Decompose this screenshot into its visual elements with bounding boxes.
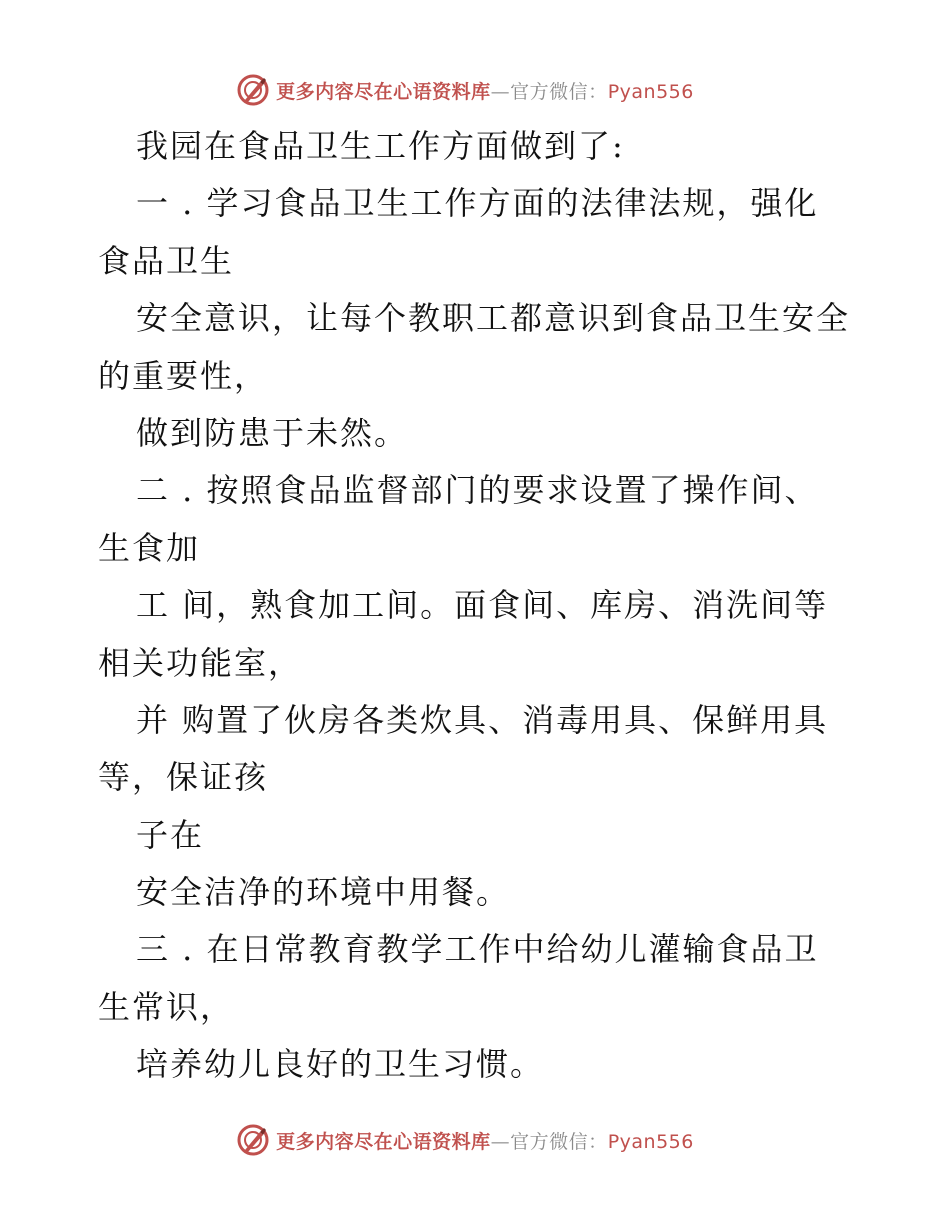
document-line: 等，保证孩 [98,758,269,797]
banner-brand: 更多内容尽在心语资料库 [276,80,491,103]
document-body [98,118,858,1094]
banner-dash: — [490,1130,511,1153]
document-line: 生食加 [98,528,201,567]
banner-wechat-id: Pyan556 [607,1130,694,1153]
document-line: 我园在食品卫生工作方面做到了: [136,127,625,165]
document-line: 子在 [136,815,205,854]
header-banner [0,68,950,112]
document-line: 安全意识，让每个教职工都意识到食品卫生安全 [136,299,851,338]
document-line: 生常识， [98,987,235,1026]
banner-wechat-id: Pyan556 [607,80,694,103]
document-line: 培养幼儿良好的卫生习惯。 [136,1045,545,1084]
pen-logo-icon [236,73,270,107]
pen-logo-icon [236,1123,270,1157]
document-line: 工 间，熟食加工间。面食间、库房、消洗间等 [136,586,829,625]
document-line: 一 . 学习食品卫生工作方面的法律法规，强化 [136,184,819,223]
document-line: 安全洁净的环境中用餐。 [136,873,511,912]
header-banner-text [276,77,694,104]
footer-banner-text [276,1127,694,1154]
document-line: 做到防患于未然。 [136,413,409,452]
document-line: 食品卫生 [98,241,235,280]
footer-banner [0,1118,950,1162]
header-banner-content [236,73,694,107]
banner-official-label: 官方微信： [510,1130,608,1153]
banner-official-label: 官方微信： [510,80,608,103]
banner-dash: — [490,80,511,103]
footer-banner-content [236,1123,694,1157]
document-line: 的重要性， [98,356,269,395]
document-line: 二 . 按照食品监督部门的要求设置了操作间、 [136,471,819,510]
document-line: 相关功能室， [98,643,303,682]
document-line: 并 购置了伙房各类炊具、消毒用具、保鲜用具 [136,700,829,739]
banner-brand: 更多内容尽在心语资料库 [276,1130,491,1153]
document-line: 三 . 在日常教育教学工作中给幼儿灌输食品卫 [136,930,819,969]
